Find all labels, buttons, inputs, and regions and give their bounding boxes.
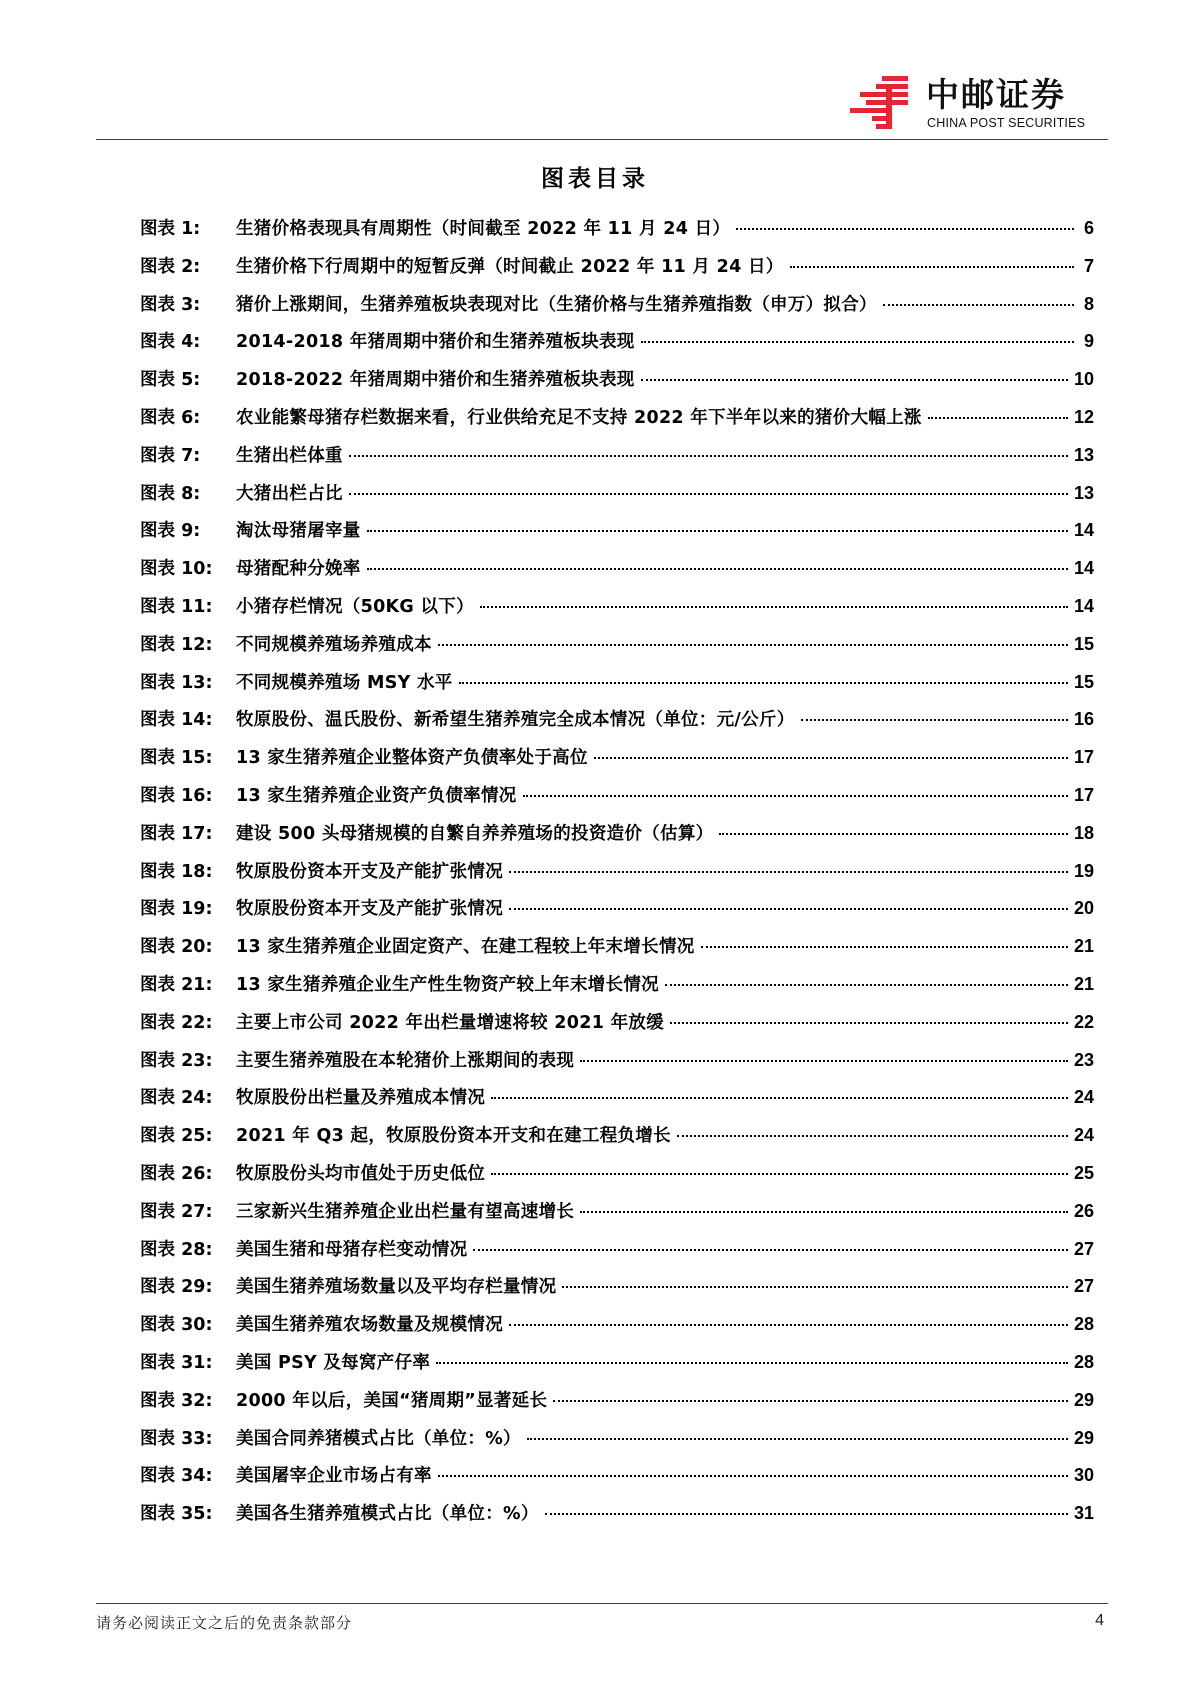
toc-leader-dots [438, 1475, 1068, 1477]
toc-leader-dots [719, 833, 1068, 835]
toc-entry-title[interactable]: 母猪配种分娩率 [236, 559, 361, 580]
page-number: 4 [1095, 1612, 1104, 1629]
toc-entry[interactable] [140, 669, 1094, 707]
toc-entry-label: 图表 11: [140, 596, 213, 617]
toc-entry[interactable] [140, 706, 1094, 744]
toc-entry[interactable] [140, 1009, 1094, 1047]
toc-leader-dots [459, 682, 1068, 684]
toc-entry-page[interactable]: 31 [1073, 1503, 1094, 1524]
toc-leader-dots [801, 719, 1068, 721]
page-title: 图表目录 [541, 166, 649, 192]
toc-entry[interactable] [140, 1198, 1094, 1236]
china-post-logo-icon [846, 74, 918, 132]
toc-entry-label: 图表 5: [140, 370, 201, 391]
toc-entry-page[interactable]: 7 [1083, 255, 1094, 276]
toc-entry-page[interactable]: 15 [1073, 671, 1094, 692]
toc-entry-label: 图表 12: [140, 634, 213, 655]
toc-leader-dots [641, 341, 1074, 343]
toc-entry-title[interactable]: 猪价上涨期间，生猪养殖板块表现对比（生猪价格与生猪养殖指数（申万）拟合） [236, 294, 877, 315]
toc-entry-title[interactable]: 2021 年 Q3 起，牧原股份资本开支和在建工程负增长 [236, 1126, 671, 1147]
toc-entry-label: 图表 7: [140, 445, 201, 466]
toc-entry-page[interactable]: 29 [1073, 1427, 1094, 1448]
toc-entry[interactable] [140, 1236, 1094, 1274]
toc-entry-label: 图表 29: [140, 1277, 213, 1298]
toc-entry[interactable] [140, 328, 1094, 366]
toc-entry-page[interactable]: 12 [1073, 406, 1094, 427]
toc-entry-label: 图表 18: [140, 861, 213, 882]
toc-leader-dots [527, 1438, 1068, 1440]
toc-entry-title[interactable]: 美国生猪养殖农场数量及规模情况 [236, 1315, 503, 1336]
toc-entry-label: 图表 23: [140, 1050, 213, 1071]
toc-entry[interactable] [140, 744, 1094, 782]
toc-entry-page[interactable]: 24 [1073, 1087, 1094, 1108]
toc-entry[interactable] [140, 1273, 1094, 1311]
toc-entry-page[interactable]: 22 [1073, 1011, 1094, 1032]
toc-entry-title[interactable]: 大猪出栏占比 [236, 483, 343, 504]
toc-entry-title[interactable]: 美国 PSY 及每窝产仔率 [236, 1352, 431, 1373]
toc-leader-dots [473, 1249, 1068, 1251]
toc-entry-title[interactable]: 建设 500 头母猪规模的自繁自养养殖场的投资造价（估算） [236, 823, 714, 844]
toc-entry[interactable] [140, 631, 1094, 669]
toc-entry-page[interactable]: 28 [1073, 1351, 1094, 1372]
toc-entry-page[interactable]: 21 [1073, 973, 1094, 994]
toc-entry-page[interactable]: 8 [1083, 293, 1094, 314]
toc-entry-title[interactable]: 13 家生猪养殖企业固定资产、在建工程较上年末增长情况 [236, 937, 695, 958]
toc-entry-title[interactable]: 小猪存栏情况（50KG 以下） [236, 596, 474, 617]
toc-entry-page[interactable]: 30 [1073, 1465, 1094, 1486]
toc-leader-dots [883, 304, 1074, 306]
toc-entry-page[interactable]: 28 [1073, 1314, 1094, 1335]
toc-entry-title[interactable]: 美国生猪和母猪存栏变动情况 [236, 1239, 468, 1260]
toc-entry-title[interactable]: 牧原股份头均市值处于历史低位 [236, 1163, 486, 1184]
toc-entry-title[interactable]: 2014-2018 年猪周期中猪价和生猪养殖板块表现 [236, 332, 635, 353]
toc-entry-label: 图表 9: [140, 521, 201, 542]
toc-entry-page[interactable]: 14 [1073, 595, 1094, 616]
toc-entry-title[interactable]: 主要生猪养殖股在本轮猪价上涨期间的表现 [236, 1050, 575, 1071]
toc-entry-label: 图表 22: [140, 1012, 213, 1033]
toc-entry-page[interactable]: 13 [1073, 444, 1094, 465]
toc-entry-label: 图表 13: [140, 672, 213, 693]
toc-entry-label: 图表 25: [140, 1126, 213, 1147]
toc-leader-dots [670, 1022, 1068, 1024]
toc-entry-label: 图表 1: [140, 219, 201, 239]
footer-disclaimer: 请务必阅读正文之后的免责条款部分 [96, 1614, 353, 1632]
toc-entry-title[interactable]: 美国屠宰企业市场占有率 [236, 1466, 432, 1487]
toc-leader-dots [790, 266, 1074, 268]
toc-entry-title[interactable]: 2000 年以后，美国“猪周期”显著延长 [236, 1390, 548, 1411]
toc-entry-title[interactable]: 农业能繁母猪存栏数据来看，行业供给充足不支持 2022 年下半年以来的猪价大幅上涨 [236, 407, 922, 428]
toc-entry-page[interactable]: 14 [1073, 520, 1094, 541]
toc-entry-title[interactable]: 主要上市公司 2022 年出栏量增速将较 2021 年放缓 [236, 1012, 664, 1033]
toc-entry-label: 图表 35: [140, 1504, 213, 1525]
toc-entry-label: 图表 10: [140, 559, 213, 580]
toc-entry[interactable] [140, 1500, 1094, 1538]
toc-leader-dots [641, 379, 1068, 381]
toc-entry-page[interactable]: 23 [1073, 1049, 1094, 1070]
toc-entry-label: 图表 16: [140, 785, 213, 806]
toc-entry-title[interactable]: 不同规模养殖场 MSY 水平 [236, 672, 453, 693]
toc-entry[interactable] [140, 291, 1094, 329]
toc-entry[interactable] [140, 1084, 1094, 1122]
toc-entry-page[interactable]: 19 [1073, 860, 1094, 881]
toc-entry-title[interactable]: 三家新兴生猪养殖企业出栏量有望高速增长 [236, 1201, 575, 1222]
toc-leader-dots [677, 1135, 1068, 1137]
footer-divider [96, 1603, 1108, 1604]
toc-entry-title[interactable]: 生猪出栏体重 [236, 445, 343, 466]
header-divider [96, 139, 1108, 140]
toc-entry[interactable] [140, 555, 1094, 593]
toc-entry-page[interactable]: 6 [1083, 218, 1094, 238]
toc-entry-label: 图表 34: [140, 1466, 213, 1487]
toc-entry-title[interactable]: 13 家生猪养殖企业生产性生物资产较上年末增长情况 [236, 974, 659, 995]
toc-entry-label: 图表 26: [140, 1163, 213, 1184]
toc-entry-page[interactable]: 27 [1073, 1276, 1094, 1297]
toc-leader-dots [580, 1060, 1068, 1062]
toc-entry-label: 图表 15: [140, 748, 213, 769]
toc-entry-page[interactable]: 16 [1073, 709, 1094, 730]
toc-entry[interactable] [140, 1311, 1094, 1349]
toc-entry-title[interactable]: 2018-2022 年猪周期中猪价和生猪养殖板块表现 [236, 370, 635, 391]
toc-entry[interactable] [140, 895, 1094, 933]
toc-leader-dots [665, 984, 1068, 986]
toc-leader-dots [436, 1362, 1068, 1364]
toc-entry-page[interactable]: 10 [1073, 369, 1094, 390]
toc-entry-label: 图表 21: [140, 974, 213, 995]
toc-leader-dots [509, 871, 1068, 873]
toc-entry-title[interactable]: 牧原股份、温氏股份、新希望生猪养殖完全成本情况（单位：元/公斤） [236, 710, 795, 731]
toc-entry-title[interactable]: 牧原股份资本开支及产能扩张情况 [236, 899, 503, 920]
toc-entry-label: 图表 4: [140, 332, 201, 353]
toc-entry[interactable] [140, 404, 1094, 442]
toc-entry[interactable] [140, 1160, 1094, 1198]
toc-leader-dots [480, 606, 1068, 608]
toc-entry[interactable] [140, 1122, 1094, 1160]
toc-leader-dots [545, 1513, 1068, 1515]
toc-leader-dots [594, 757, 1068, 759]
toc-entry-label: 图表 19: [140, 899, 213, 920]
brand-name-en: CHINA POST SECURITIES [927, 116, 1086, 130]
toc-entry[interactable] [140, 1425, 1094, 1463]
toc-entry[interactable] [140, 253, 1094, 291]
toc-entry-page[interactable]: 15 [1073, 633, 1094, 654]
toc-entry-label: 图表 33: [140, 1428, 213, 1449]
toc-leader-dots [701, 946, 1068, 948]
toc-entry-title[interactable]: 淘汰母猪屠宰量 [236, 521, 361, 542]
brand-name-cn: 中邮证券 [926, 75, 1066, 114]
toc-entry[interactable] [140, 593, 1094, 631]
toc-entry[interactable] [140, 215, 1094, 253]
brand-logo [846, 74, 1108, 132]
toc-entry[interactable] [140, 933, 1094, 971]
toc-entry-label: 图表 3: [140, 294, 201, 315]
toc-entry[interactable] [140, 1349, 1094, 1387]
toc-entry-label: 图表 24: [140, 1088, 213, 1109]
toc-leader-dots [580, 1211, 1068, 1213]
toc-entry-title[interactable]: 13 家生猪养殖企业整体资产负债率处于高位 [236, 748, 588, 769]
toc-entry-label: 图表 8: [140, 483, 201, 504]
toc-leader-dots [491, 1173, 1068, 1175]
toc-entry-title[interactable]: 美国合同养猪模式占比（单位：%） [236, 1428, 521, 1449]
toc-entry-label: 图表 2: [140, 256, 201, 277]
toc-entry-page[interactable]: 14 [1073, 558, 1094, 579]
toc-entry-label: 图表 6: [140, 407, 201, 428]
toc-leader-dots [438, 644, 1068, 646]
toc-entry-page[interactable]: 27 [1073, 1238, 1094, 1259]
toc-entry-page[interactable]: 17 [1073, 747, 1094, 768]
toc-leader-dots [509, 1324, 1068, 1326]
toc-entry-page[interactable]: 13 [1073, 482, 1094, 503]
toc-entry[interactable] [140, 1047, 1094, 1085]
toc-entry-page[interactable]: 9 [1083, 331, 1094, 352]
toc-leader-dots [349, 455, 1068, 457]
toc-entry[interactable] [140, 858, 1094, 896]
toc-entry-title[interactable]: 生猪价格下行周期中的短暂反弹（时间截止 2022 年 11 月 24 日） [236, 256, 784, 277]
toc-entry[interactable] [140, 820, 1094, 858]
toc-entry[interactable] [140, 517, 1094, 555]
toc-leader-dots [509, 908, 1068, 910]
toc-entry-label: 图表 32: [140, 1390, 213, 1411]
toc-entry-label: 图表 31: [140, 1352, 213, 1373]
toc-entry-page[interactable]: 20 [1073, 898, 1094, 919]
toc-entry-title[interactable]: 生猪价格表现具有周期性（时间截至 2022 年 11 月 24 日） [236, 219, 731, 239]
toc-entry[interactable] [140, 480, 1094, 518]
toc-entry[interactable] [140, 442, 1094, 480]
toc-entry-label: 图表 20: [140, 937, 213, 958]
toc-entry[interactable] [140, 971, 1094, 1009]
toc-entry-label: 图表 14: [140, 710, 213, 731]
toc-leader-dots [367, 530, 1068, 532]
toc-entry-title[interactable]: 美国生猪养殖场数量以及平均存栏量情况 [236, 1277, 557, 1298]
toc-entry-page[interactable]: 17 [1073, 784, 1094, 805]
toc-entry-page[interactable]: 21 [1073, 936, 1094, 957]
toc-leader-dots [523, 795, 1068, 797]
toc-entry-title[interactable]: 美国各生猪养殖模式占比（单位：%） [236, 1504, 539, 1525]
toc-entry-page[interactable]: 18 [1073, 822, 1094, 843]
toc-leader-dots [349, 493, 1068, 495]
toc-entry-title[interactable]: 13 家生猪养殖企业资产负债率情况 [236, 785, 517, 806]
toc-entry-title[interactable]: 牧原股份出栏量及养殖成本情况 [236, 1088, 486, 1109]
toc-entry[interactable] [140, 1462, 1094, 1500]
toc-entry-page[interactable]: 29 [1073, 1389, 1094, 1410]
toc-entry[interactable] [140, 366, 1094, 404]
toc-entry-label: 图表 28: [140, 1239, 213, 1260]
toc-entry[interactable] [140, 782, 1094, 820]
toc-leader-dots [928, 417, 1068, 419]
toc-entry-label: 图表 30: [140, 1315, 213, 1336]
toc-leader-dots [367, 568, 1068, 570]
toc-entry-page[interactable]: 26 [1073, 1200, 1094, 1221]
toc-list [140, 215, 1094, 1538]
toc-entry-title[interactable]: 牧原股份资本开支及产能扩张情况 [236, 861, 503, 882]
toc-leader-dots [491, 1097, 1068, 1099]
toc-entry-title[interactable]: 不同规模养殖场养殖成本 [236, 634, 432, 655]
toc-entry[interactable] [140, 1387, 1094, 1425]
toc-entry-page[interactable]: 25 [1073, 1162, 1094, 1183]
toc-leader-dots [553, 1400, 1068, 1402]
toc-entry-page[interactable]: 24 [1073, 1125, 1094, 1146]
toc-entry-label: 图表 27: [140, 1201, 213, 1222]
toc-leader-dots [736, 228, 1074, 230]
toc-entry-label: 图表 17: [140, 823, 213, 844]
toc-leader-dots [562, 1286, 1068, 1288]
